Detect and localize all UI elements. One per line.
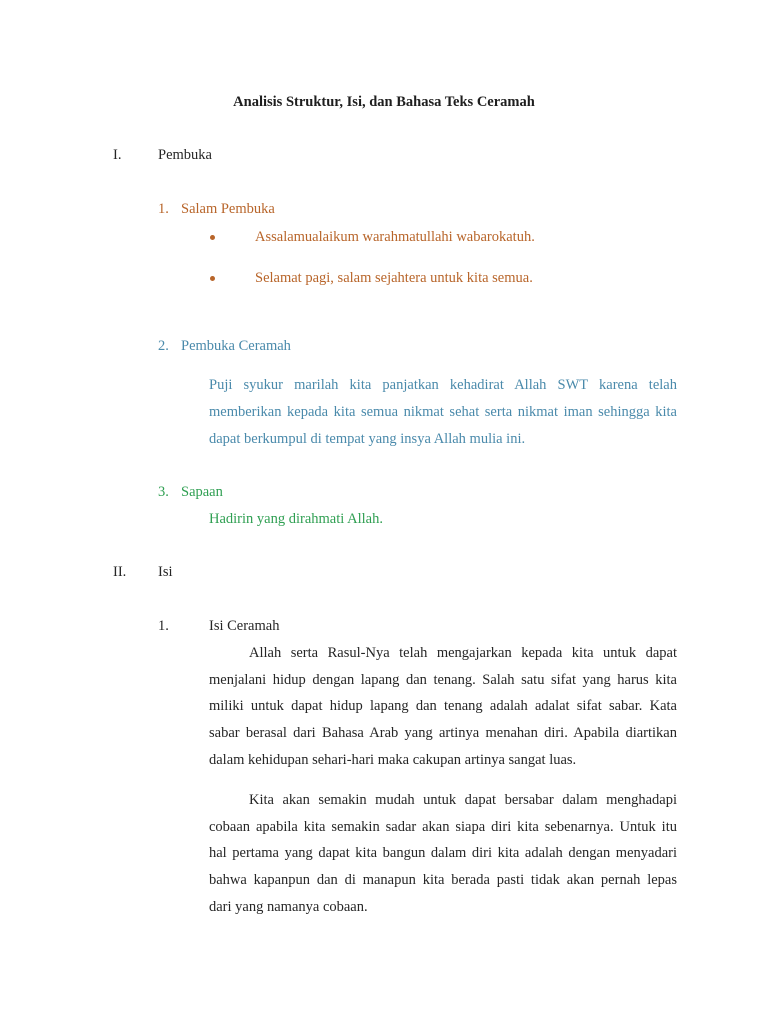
subheading-sapaan: Sapaan xyxy=(181,484,223,500)
paragraph-line: dari yang namanya cobaan. xyxy=(209,899,368,915)
paragraph-line: memberikan kepada kita semua nikmat sehat serta nikmat iman sehingga kita xyxy=(209,404,677,420)
paragraph-line: Kita akan semakin mudah untuk dapat bersabar dalam menghadapi xyxy=(249,792,677,808)
section-numeral-1: I. xyxy=(113,147,122,163)
paragraph-line: menjalani hidup dengan lapang dan tenang. Salah satu sifat yang harus kita xyxy=(209,672,677,688)
bullet-icon xyxy=(210,235,215,240)
document-title: Analisis Struktur, Isi, dan Bahasa Teks Ceramah xyxy=(233,94,535,110)
list-number-salam: 1. xyxy=(158,201,169,217)
section-heading-isi: Isi xyxy=(158,564,173,580)
list-number-isi-ceramah: 1. xyxy=(158,618,169,634)
paragraph-line: Allah serta Rasul-Nya telah mengajarkan kepada kita untuk dapat xyxy=(249,645,677,661)
subheading-pembuka-ceramah: Pembuka Ceramah xyxy=(181,338,291,354)
section-numeral-2: II. xyxy=(113,564,127,580)
paragraph-line: dapat berkumpul di tempat yang insya Allah mulia ini. xyxy=(209,431,526,447)
bullet-icon xyxy=(210,276,215,281)
subheading-salam-pembuka: Salam Pembuka xyxy=(181,201,275,217)
paragraph-line: hal pertama yang dapat kita bangun dalam diri kita adalah dengan menyadari xyxy=(209,845,677,861)
paragraph-line: bahwa kapanpun dan di manapun kita berada pasti tidak akan pernah lepas xyxy=(209,872,677,888)
paragraph-line: miliki untuk dapat hidup lapang dan tenang adalah adalat sifat sabar. Kata xyxy=(209,698,677,714)
subheading-isi-ceramah: Isi Ceramah xyxy=(209,618,280,634)
paragraph-line: dalam kehidupan sehari-hari maka cakupan artinya sangat luas. xyxy=(209,752,577,768)
list-number-sapaan: 3. xyxy=(158,484,169,500)
sapaan-text: Hadirin yang dirahmati Allah. xyxy=(209,511,383,527)
paragraph-line: sabar berasal dari Bahasa Arab yang artinya menahan diri. Apabila diartikan xyxy=(209,725,677,741)
salam-bullet-text: Assalamualaikum warahmatullahi wabarokatuh. xyxy=(255,229,535,245)
section-heading-pembuka: Pembuka xyxy=(158,147,212,163)
list-number-pembuka-ceramah: 2. xyxy=(158,338,169,354)
paragraph-line: cobaan apabila kita semakin sadar akan siapa diri kita sebenarnya. Untuk itu xyxy=(209,819,677,835)
paragraph-line: Puji syukur marilah kita panjatkan kehadirat Allah SWT karena telah xyxy=(209,377,677,393)
salam-bullet-text: Selamat pagi, salam sejahtera untuk kita semua. xyxy=(255,270,533,286)
